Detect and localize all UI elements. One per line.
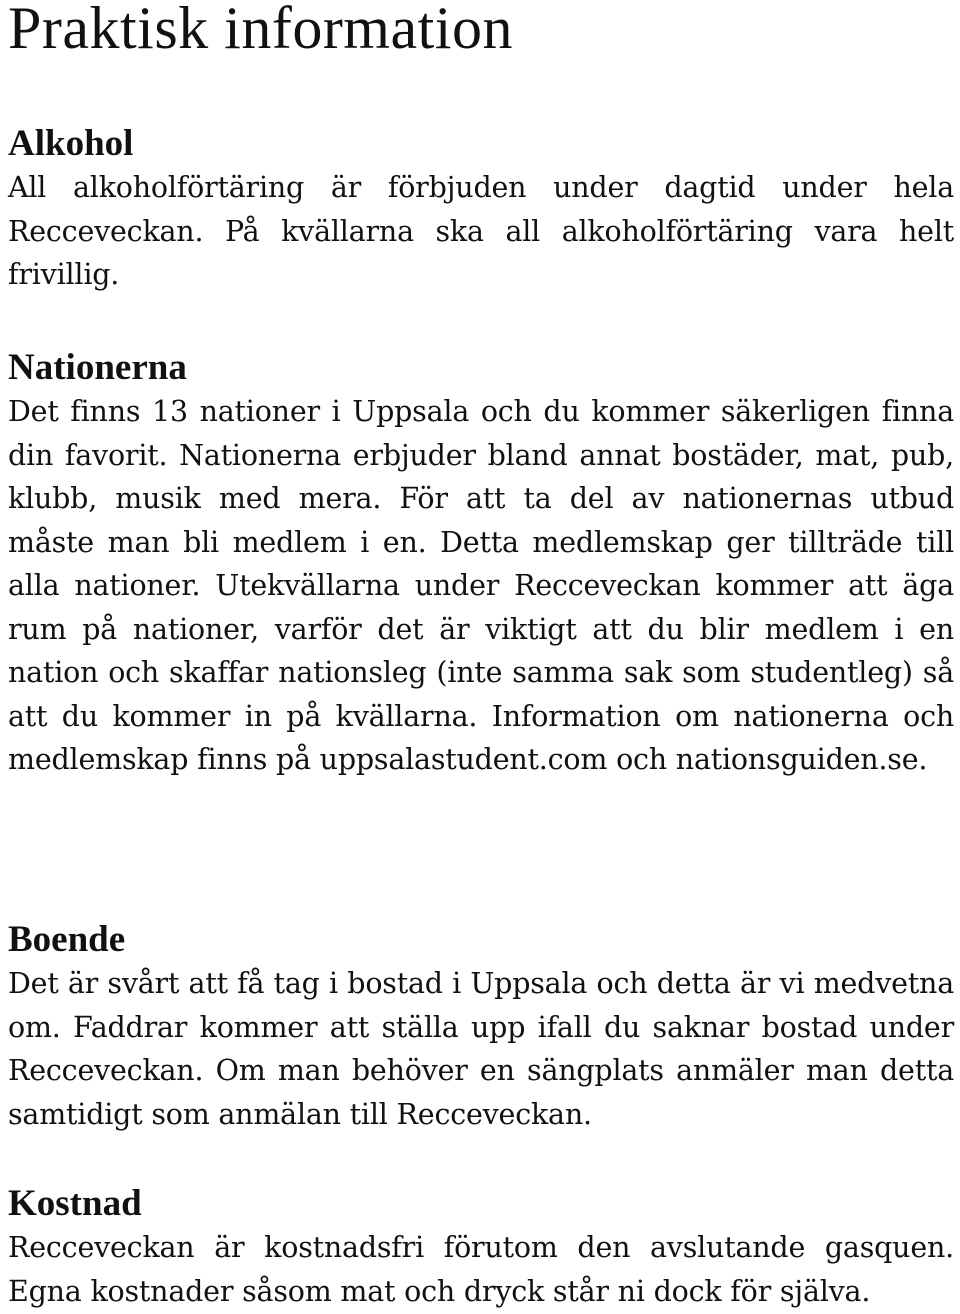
- section-body-kostnad: Recceveckan är kostnadsfri förutom den avslutande gasquen. Egna kostnader såsom mat och dryck står ni dock för själva.: [8, 1231, 954, 1308]
- section-alkohol: [8, 122, 954, 297]
- section-body-nationerna: Det finns 13 nationer i Uppsala och du kommer säkerligen finna din favorit. Nationerna erbjuder bland annat bostäder, mat, pub, klubb, musik med mera. För att ta del av nationernas utbud måste man bli medlem i en. Detta medlemskap ger tillträde till alla nationer. Utekvällarna under Recceveckan kommer att äga rum på nationer, varför det är viktigt att du blir medlem i en nation och skaffar nationsleg (inte samma sak som studentleg) så att du kommer in på kvällarna. Information om nationerna och medlemskap finns på uppsalastudent.com och nationsguiden.se.: [8, 395, 954, 776]
- section-body-boende: Det är svårt att få tag i bostad i Uppsala och detta är vi medvetna om. Faddrar kommer att ställa upp ifall du saknar bostad under Recceveckan. Om man behöver en sängplats anmäler man detta samtidigt som anmälan till Recceveckan.: [8, 967, 954, 1131]
- section-kostnad: [8, 1182, 954, 1313]
- section-heading-nationerna: Nationerna: [8, 347, 187, 388]
- section-heading-alkohol: Alkohol: [8, 123, 134, 164]
- section-heading-kostnad: Kostnad: [8, 1183, 142, 1224]
- section-boende: [8, 918, 954, 1136]
- section-nationerna: [8, 346, 954, 782]
- section-heading-boende: Boende: [8, 919, 126, 960]
- page-title: Praktisk information: [8, 0, 513, 61]
- section-body-alkohol: All alkoholförtäring är förbjuden under dagtid under hela Recceveckan. På kvällarna ska all alkoholförtäring vara helt frivillig.: [8, 171, 954, 291]
